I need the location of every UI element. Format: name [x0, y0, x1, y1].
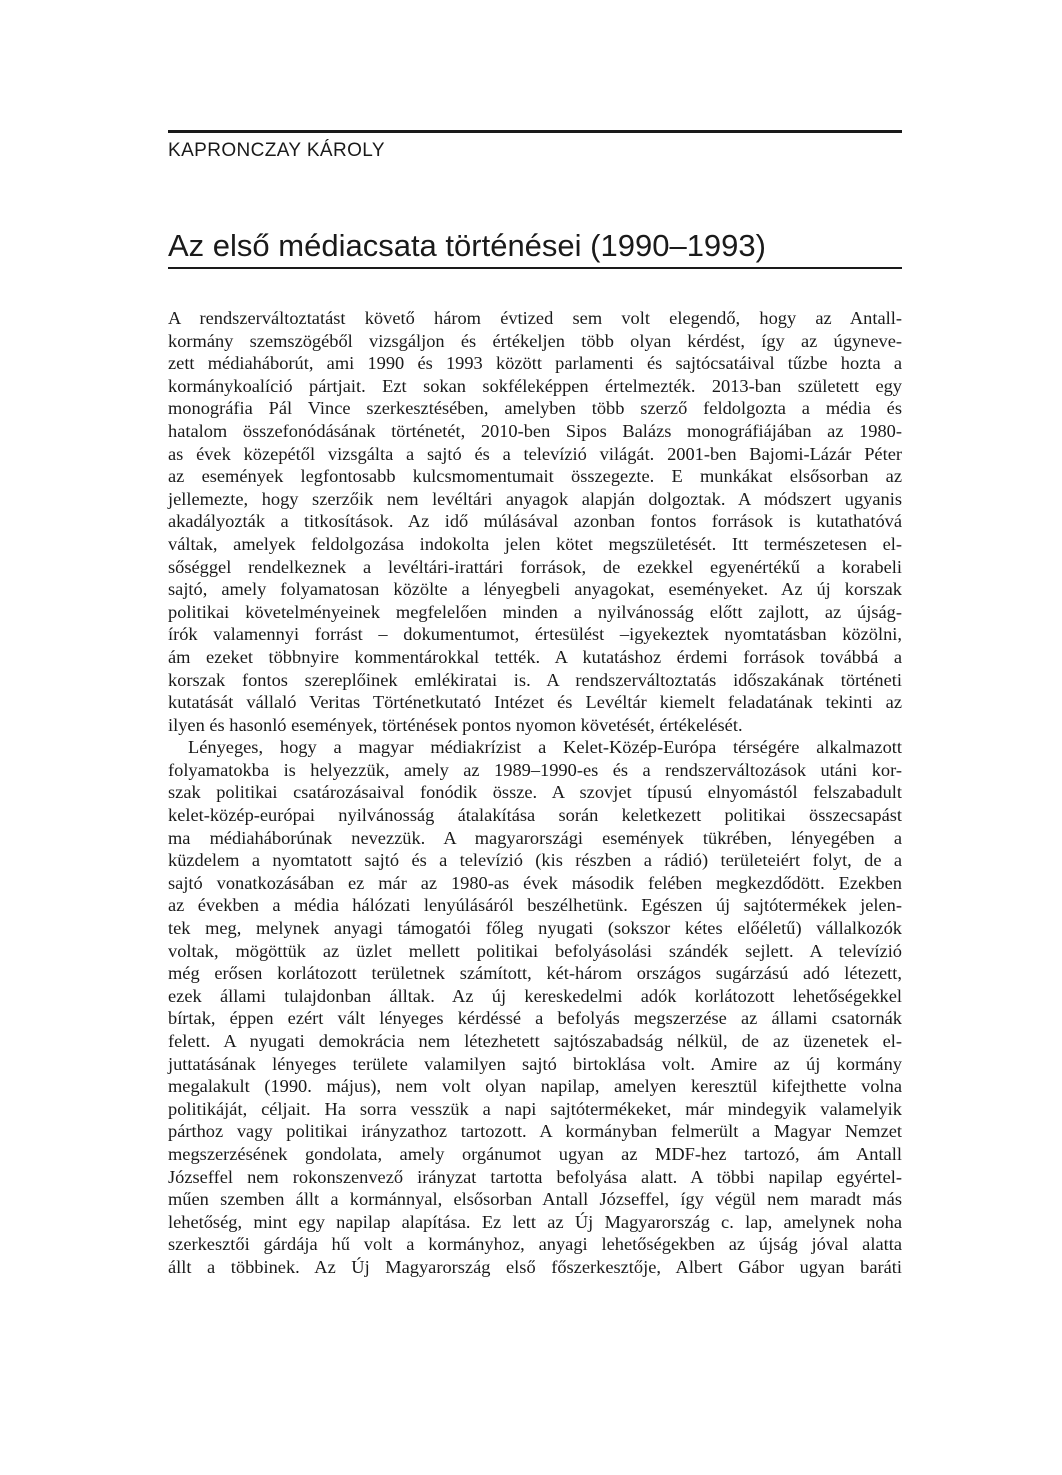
text-line: műen szemben állt a kormánnyal, elsősorban Antall Józseffel, így végül nem maradt más	[168, 1189, 902, 1210]
text-line: ám ezeket többnyire kommentárokkal tették. A kutatáshoz érdemi források továbbá a	[168, 646, 902, 667]
text-line: Lényeges, hogy a magyar médiakrízist a Kelet-Közép-Európa térségére alkalmazott	[188, 737, 902, 758]
text-line: kormány szemszögéből vizsgáljon és értékeljen több olyan kérdést, így az úgyneve-	[168, 330, 902, 351]
text-line: ezek állami tulajdonban álltak. Az új kereskedelmi adók korlátozott lehetőségekkel	[168, 985, 902, 1006]
text-line: akadályozták a titkosítások. Az idő múlásával azonban fontos források is kutathatóvá	[168, 511, 902, 532]
text-line: felett. A nyugati demokrácia nem létezhetett sajtószabadság nélkül, de az üzenetek el-	[168, 1031, 902, 1051]
text-line: ma médiaháborúnak nevezzük. A magyarországi események tükrében, lényegében a	[168, 827, 902, 848]
text-line: megalakult (1990. május), nem volt olyan napilap, amelyen keresztül kifejthette volna	[168, 1076, 902, 1097]
text-line: politikai követelményeinek megfelelően minden a nyilvánosság előtt zajlott, az újság-	[168, 601, 902, 622]
text-line: hatalom összefonódásának történetét, 2010-ben Sipos Balázs monográfiájában az 1980-	[168, 420, 902, 441]
text-line: zett médiaháborút, ami 1990 és 1993 között parlamenti és sajtócsatáival tűzbe hozta a	[168, 353, 902, 374]
paragraph	[168, 307, 902, 736]
text-line: küzdelem a nyomtatott sajtó és a televízió (kis részben a rádió) területeiért folyt, de a	[168, 850, 902, 871]
text-line: voltak, mögöttük az üzlet mellett politikai befolyásolási szándék sejlett. A televízió	[168, 940, 902, 961]
text-line: kutatását vállaló Veritas Történetkutató Intézet és Levéltár kiemelt feladatának tekinti az	[168, 692, 902, 713]
title-rule	[168, 267, 902, 269]
text-line: sőséggel rendelkeznek a levéltári-irattári források, de ezekkel egyenértékű a korabeli	[168, 556, 902, 577]
text-line: párthoz vagy politikai irányzathoz tartozott. A kormányban felmerült a Magyar Nemzet	[168, 1121, 902, 1142]
text-line: szerkesztői gárdája hű volt a kormányhoz, anyagi lehetőségekben az újság jóval alatta	[168, 1234, 902, 1255]
text-line: as évek közepétől vizsgálta a sajtó és a televízió világát. 2001-ben Bajomi-Lázár Péter	[168, 443, 902, 464]
text-line: megszerzésének gondolata, amely orgánumot ugyan az MDF-hez tartozó, ám Antall	[168, 1143, 902, 1164]
text-line: váltak, amelyek feldolgozása indokolta jelen kötet megszületését. Itt természetesen el-	[168, 533, 902, 554]
text-line: az években a média hálózati lenyúlásáról beszélhetünk. Egészen új sajtótermékek jelen-	[168, 895, 902, 916]
text-line: ilyen és hasonló események, történések pontos nyomon követését, értékelését.	[168, 714, 743, 735]
text-line: bírtak, éppen ezért vált lényeges kérdéssé a befolyás megszerzése az állami csatornák	[168, 1008, 902, 1029]
text-line: monográfia Pál Vince szerkesztésében, amelyben több szerző feldolgozta a média és	[168, 398, 902, 419]
article-body	[168, 307, 902, 1279]
text-line: állt a többinek. Az Új Magyarország első főszerkesztője, Albert Gábor ugyan baráti	[168, 1256, 902, 1277]
header-rule	[168, 130, 902, 133]
paragraph	[168, 736, 902, 1278]
text-line: Józseffel nem rokonszenvező irányzat tartotta befolyása alatt. A többi napilap egyértel-	[168, 1166, 902, 1187]
text-line: sajtó, amely folyamatosan közölte a lényegbeli anyagokat, eseményeket. Az új korszak	[168, 579, 902, 600]
text-line: írók valamennyi forrást – dokumentumot, értesülést –igyekeztek nyomtatásban közölni,	[168, 624, 902, 645]
text-line: politikáját, céljait. Ha sorra vesszük a napi sajtótermékeket, már mindegyik valamelyik	[168, 1098, 902, 1119]
text-line: kormánykoalíció pártjait. Ezt sokan sokféleképpen értelmezték. 2013-ban született egy	[168, 375, 902, 396]
text-line: A rendszerváltoztatást követő három évtized sem volt elegendő, hogy az Antall-	[168, 308, 902, 328]
text-line: még erősen korlátozott területnek számított, két-három országos sugárzású adó létezett,	[168, 963, 902, 984]
text-line: az események legfontosabb kulcsmomentumait összegezte. E munkákat elsősorban az	[168, 466, 902, 487]
text-line: jellemezte, hogy szerzőik nem levéltári anyagok alapján dolgoztak. A módszert ugyanis	[168, 488, 902, 509]
text-line: szak politikai csatározásaival fonódik össze. A szovjet típusú elnyomástól felszabadult	[168, 782, 902, 803]
text-line: folyamatokba is helyezzük, amely az 1989–1990-es és a rendszerváltozások utáni kor-	[168, 759, 902, 780]
article-title: Az első médiacsata történései (1990–1993)	[168, 228, 766, 263]
text-line: tek meg, melynek anyagi támogatói főleg nyugati (sokszor kétes előéletű) vállalkozók	[168, 918, 902, 939]
text-line: juttatásának lényeges területe valamilyen sajtó birtoklása volt. Amire az új kormány	[168, 1053, 902, 1074]
text-line: lehetőség, mint egy napilap alapítása. Ez lett az Új Magyarország c. lap, amelynek noha	[168, 1211, 902, 1232]
text-line: sajtó vonatkozásában ez már az 1980-as évek második felében megkezdődött. Ezekben	[168, 872, 902, 893]
text-line: korszak fontos szereplőinek emlékiratai is. A rendszerváltoztatás időszakának történeti	[168, 669, 902, 690]
text-line: kelet-közép-európai nyilvánosság átalakítása során keletkezett politikai összecsapást	[168, 805, 902, 826]
author-name: KAPRONCZAY KÁROLY	[168, 140, 385, 161]
